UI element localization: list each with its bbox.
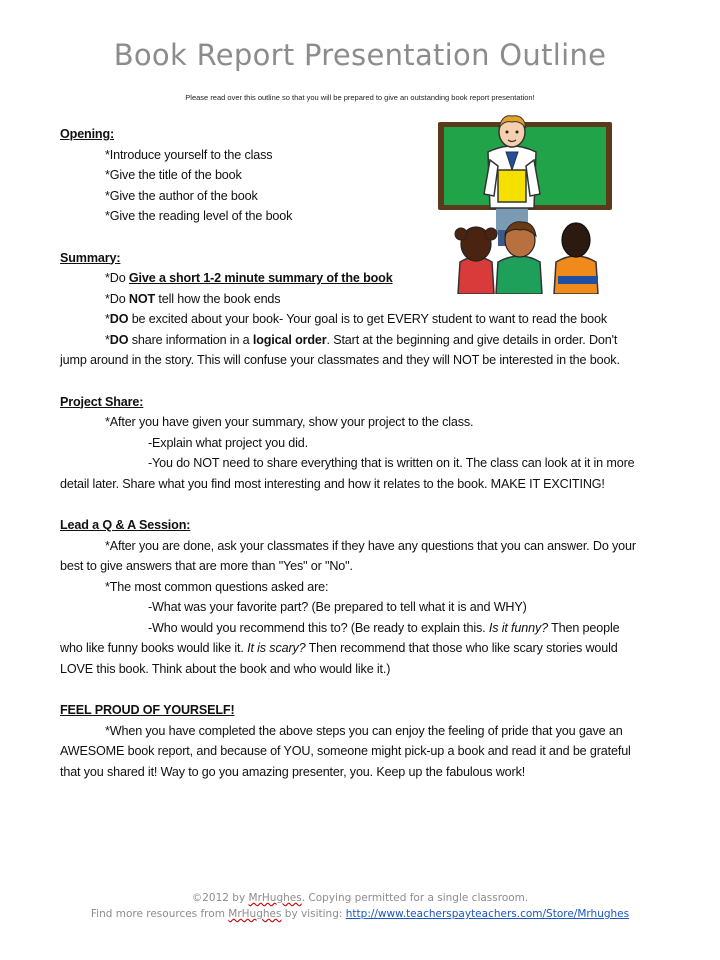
- list-item: -What was your favorite part? (Be prepared to tell what it is and WHY): [148, 600, 527, 614]
- list-item: *Give the title of the book: [105, 168, 242, 182]
- item-prefix: *: [105, 332, 110, 347]
- italic-text: Is it funny?: [488, 620, 548, 635]
- list-item: [60, 268, 640, 289]
- opening-heading: Opening:: [60, 127, 115, 141]
- emphasis-text: Give a short 1-2 minute summary of the book: [128, 271, 393, 285]
- resources-text: by visiting:: [281, 908, 346, 920]
- resources-line: [0, 906, 720, 922]
- author-name: MrHughes: [228, 908, 282, 920]
- copyright-line: [0, 890, 720, 906]
- qa-section: [60, 515, 640, 679]
- store-link[interactable]: http://www.teacherspayteachers.com/Store/Mrhughes: [345, 908, 630, 920]
- copyright-text: ©2012 by: [191, 892, 249, 904]
- resources-text: Find more resources from: [90, 908, 229, 920]
- item-text: Then recommend that those who like scary stories would LOVE this book. Think about the book and who would like it.): [60, 641, 618, 676]
- author-name: MrHughes: [248, 892, 302, 904]
- emphasis-text: logical order: [252, 332, 327, 347]
- proud-section: [60, 700, 640, 782]
- copyright-text: . Copying permitted for a single classroom.: [301, 892, 529, 904]
- item-text: share information in a: [128, 332, 253, 347]
- item-text: be excited about your book- Your goal is to get EVERY student to want to read the book: [128, 312, 608, 326]
- list-item: [60, 309, 640, 330]
- list-item: *When you have completed the above steps you can enjoy the feeling of pride that you gave an AWESOME book report, and because of YOU, someone might pick-up a book and read it and be grateful that you shared it! Way to go you amazing presenter, you. Keep up the fabulous work!: [60, 723, 631, 779]
- proud-heading: FEEL PROUD OF YOURSELF!: [60, 703, 235, 717]
- list-item: -Explain what project you did.: [148, 435, 309, 450]
- item-text: . Start at the beginning and give details in order. Don't jump around in the story. This will confuse your classmates and they will NOT be interested in the book.: [60, 332, 620, 367]
- item-prefix: *Do: [105, 291, 129, 306]
- item-prefix: *Do: [105, 271, 129, 285]
- emphasis-text: NOT: [128, 291, 156, 306]
- project-section: [60, 392, 640, 495]
- item-prefix: *: [105, 312, 110, 326]
- list-item: *Give the author of the book: [105, 188, 258, 203]
- footer: [0, 890, 720, 922]
- list-item: [60, 618, 640, 680]
- emphasis-text: DO: [109, 312, 129, 326]
- list-item: -You do NOT need to share everything that is written on it. The class can look at it in more detail later. Share what you find most interesting and how it relates to the book. MAKE IT EXCITING!: [60, 456, 635, 491]
- list-item: *Introduce yourself to the class: [105, 147, 273, 162]
- summary-section: [60, 248, 640, 371]
- item-text: Then people who like funny books would like it.: [60, 620, 620, 655]
- list-item: [60, 330, 640, 371]
- emphasis-text: DO: [109, 332, 129, 347]
- italic-text: It is scary?: [247, 641, 306, 655]
- qa-heading: Lead a Q & A Session:: [60, 518, 191, 532]
- list-item: *After you are done, ask your classmates if they have any questions that you can answer. Do your best to give answers that are more than "Yes" or "No".: [60, 538, 636, 573]
- opening-section: [60, 124, 640, 227]
- list-item: *After you have given your summary, show your project to the class.: [105, 415, 474, 429]
- summary-heading: Summary:: [60, 250, 121, 265]
- page-subtitle: Please read over this outline so that you will be prepared to give an outstanding book report presentation!: [185, 93, 535, 102]
- page-title: Book Report Presentation Outline: [113, 38, 607, 72]
- list-item: [60, 289, 640, 310]
- outline-content: [60, 124, 640, 803]
- list-item: *Give the reading level of the book: [105, 209, 293, 223]
- list-item: *The most common questions asked are:: [105, 579, 329, 594]
- project-heading: Project Share:: [60, 394, 144, 409]
- item-text: -Who would you recommend this to? (Be ready to explain this.: [148, 620, 489, 635]
- item-text: tell how the book ends: [155, 291, 281, 306]
